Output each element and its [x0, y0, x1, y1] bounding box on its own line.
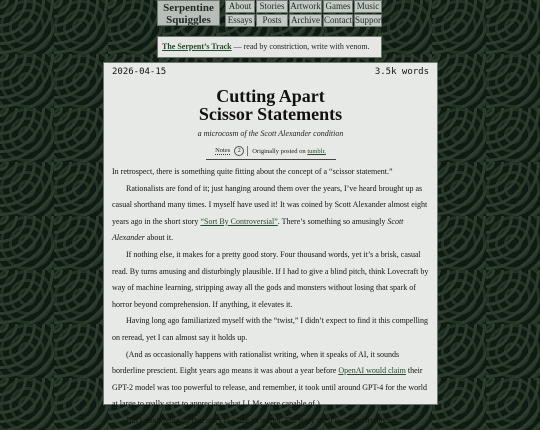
tumblr-link[interactable]: tumblr.: [307, 147, 326, 155]
nav-games[interactable]: Games: [323, 0, 353, 13]
paragraph-6: But I don’t bring up that story to glaze its author. The story itself is almost irrelevant.: [126, 415, 399, 425]
nav-archive[interactable]: Archive: [291, 15, 320, 25]
post-body: [104, 164, 437, 430]
paragraph-3: If nothing else, it makes for a pretty good story. Four thousand words, yet it’s a brisk, casual read. By turns amusing and disturbingly plausible. If I had to give a blind pitch, think Lovecraft by way of machine learning, stripping away all the gods and monsters without losing that spark of horror beyond comprehension. If anything, it elevates it.: [112, 249, 429, 309]
nav-stories[interactable]: Stories: [256, 0, 288, 13]
paragraph-2-text: Rationalists are fond of it; just hanging around them over the years, I’ve heard brought up as casual shorthand many times. I myself have used it! It was coined by Scott Alexander almost eight years ago in the short story: [112, 183, 428, 226]
post-card: [103, 62, 438, 425]
paragraph-1: In retrospect, there is something quite fitting about the concept of a “scissor statement.”: [112, 167, 393, 176]
post-date: 2026-04-15: [112, 67, 167, 77]
nav-artwork[interactable]: Artwork: [290, 1, 321, 11]
posted-on-text: Originally posted on: [252, 147, 306, 155]
paragraph-4: Having long ago familiarized myself with the “twist,” I didn’t expect to find it this compelling on reread, yet I can almost say it holds up.: [112, 316, 429, 342]
tagline-link[interactable]: The Serpent’s Track: [162, 42, 232, 51]
tagline-banner: [157, 36, 382, 58]
paragraph-2: [112, 181, 429, 247]
word-count: 3.5k words: [374, 67, 429, 77]
author-emphasis: Scott Alexander: [112, 216, 404, 243]
paragraph-5-text-b: their GPT-2 model was too powerful to release, and remember, it took until around GPT-4 for the world at large to really start to appreciate what LLMs were capable of.): [112, 366, 428, 409]
paragraph-2-text-c: about it.: [144, 233, 174, 243]
paragraph-5: [112, 347, 429, 413]
post-title-line2: Scissor Statements: [198, 104, 343, 124]
nav-posts[interactable]: Posts: [256, 14, 288, 27]
sort-by-controversial-link[interactable]: “Sort By Controversial”: [200, 216, 278, 226]
site-logo[interactable]: [157, 0, 220, 26]
notes-count-badge[interactable]: 2: [234, 146, 244, 156]
post-title-line1: Cutting Apart: [216, 86, 325, 106]
post-title: [104, 87, 437, 123]
notes-bar: [104, 146, 437, 156]
notes-toggle[interactable]: Notes: [215, 147, 231, 154]
nav-contact[interactable]: Contact: [324, 15, 352, 25]
notes-divider: [247, 146, 248, 156]
main-nav: [225, 0, 382, 28]
nav-support[interactable]: Support: [355, 15, 384, 25]
nav-music[interactable]: Music: [354, 0, 382, 13]
title-divider: [206, 159, 336, 160]
tagline-text: — read by constriction, write with venom.: [231, 42, 370, 51]
site-name-line1: Serpentine: [163, 2, 214, 14]
paragraph-5-text: (And as occasionally happens with rationalist writing, when it speaks of AI, it sounds borderline prescient. Eight years ago means it was about a year before: [112, 349, 400, 376]
site-name-line2: Squiggles: [166, 14, 211, 26]
openai-claim-link[interactable]: OpenAI would claim: [338, 366, 406, 376]
nav-about[interactable]: About: [225, 0, 255, 13]
paragraph-2-text-b: . There’s something so amusingly: [277, 216, 388, 226]
nav-essays[interactable]: Essays: [225, 14, 255, 27]
post-subtitle: a microcosm of the Scott Alexander condition: [197, 129, 344, 138]
